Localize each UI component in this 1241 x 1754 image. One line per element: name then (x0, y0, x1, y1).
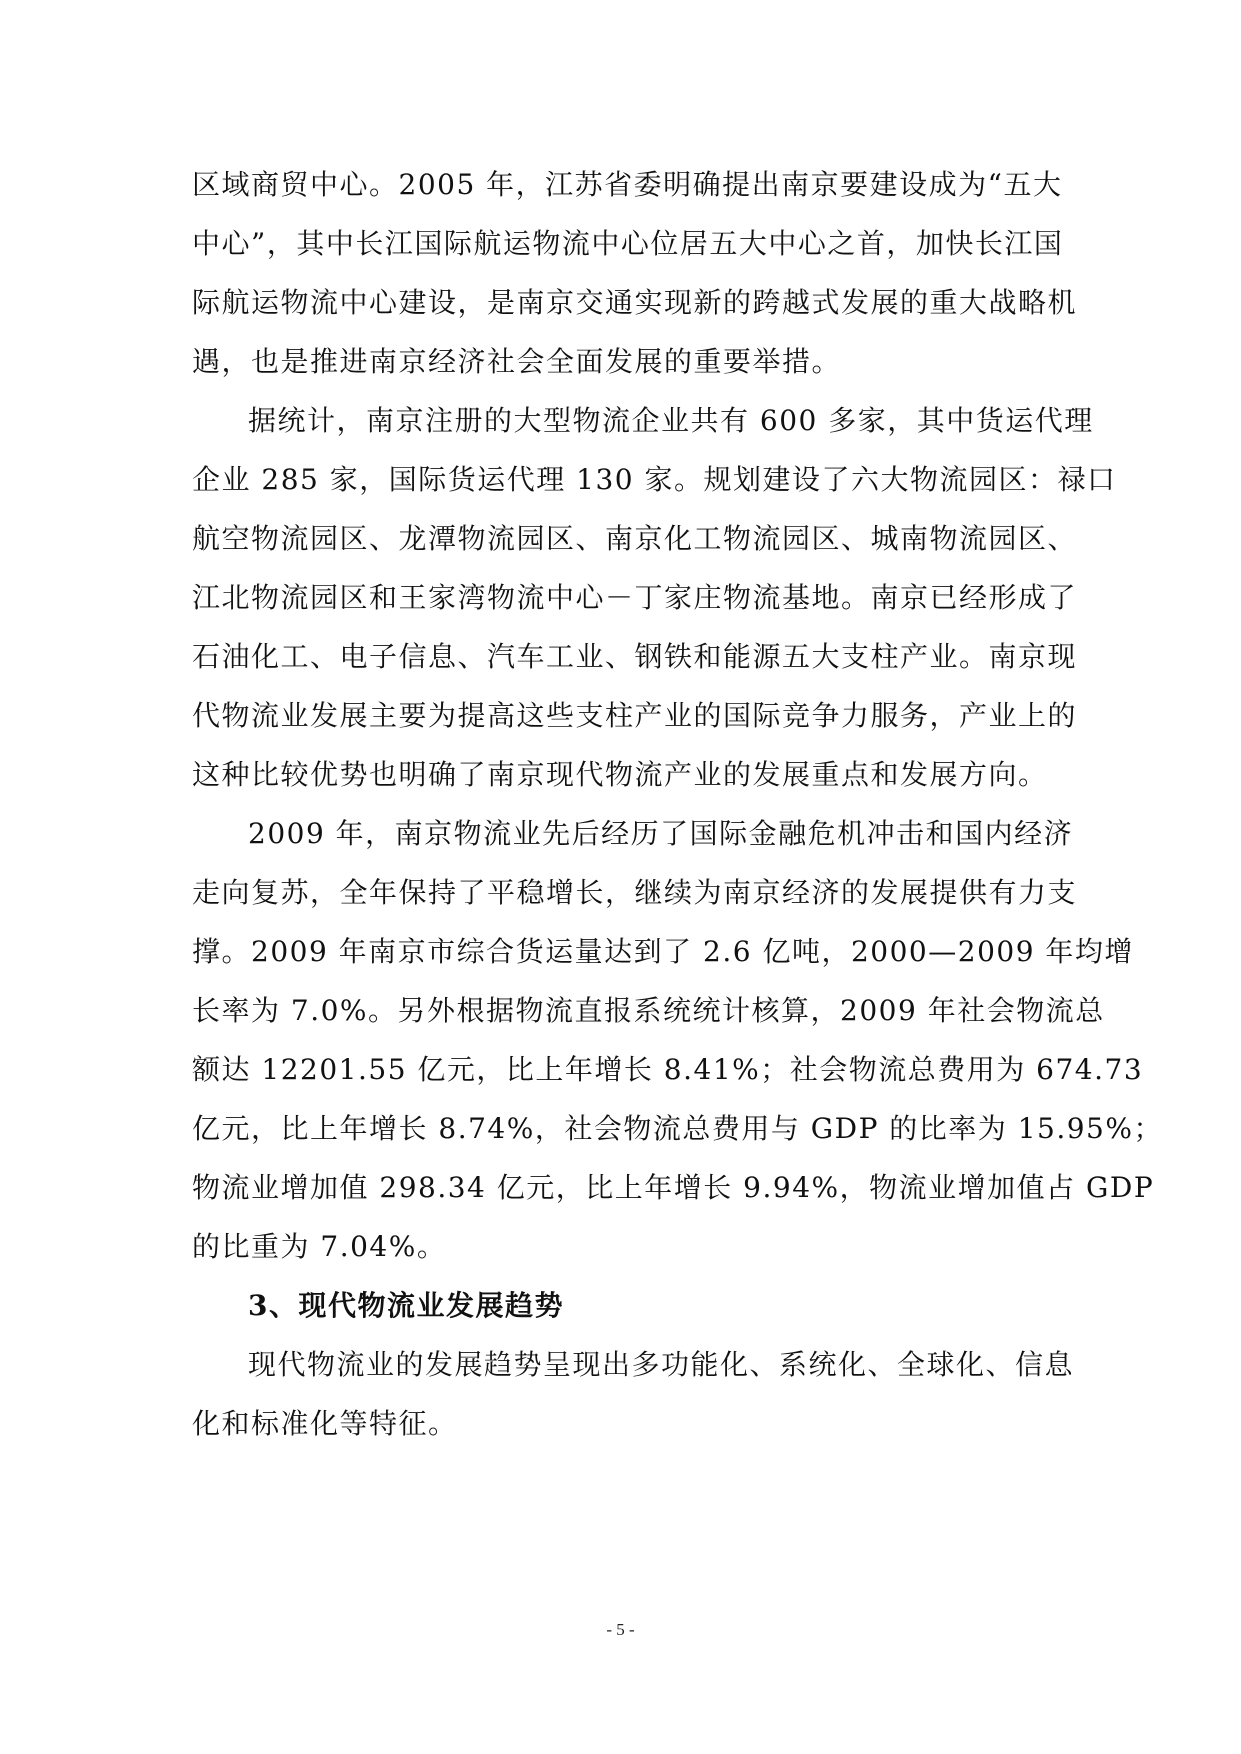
text-line: 代物流业发展主要为提高这些支柱产业的国际竞争力服务，产业上的 (192, 699, 1078, 732)
text-line: 际航运物流中心建设，是南京交通实现新的跨越式发展的重大战略机 (192, 286, 1078, 319)
section-heading: 3、现代物流业发展趋势 (248, 1289, 564, 1322)
text-line: 中心”，其中长江国际航运物流中心位居五大中心之首，加快长江国 (192, 227, 1064, 260)
text-line: 2009 年，南京物流业先后经历了国际金融危机冲击和国内经济 (248, 817, 1074, 850)
text-line: 航空物流园区、龙潭物流园区、南京化工物流园区、城南物流园区、 (192, 522, 1078, 555)
text-line: 江北物流园区和王家湾物流中心－丁家庄物流基地。南京已经形成了 (192, 581, 1078, 614)
text-line: 据统计，南京注册的大型物流企业共有 600 多家，其中货运代理 (248, 404, 1094, 437)
body-text (192, 155, 1163, 1453)
paragraph-2 (192, 391, 1117, 804)
text-line: 亿元，比上年增长 8.74%，社会物流总费用与 GDP 的比率为 15.95%； (192, 1112, 1163, 1145)
text-line: 这种比较优势也明确了南京现代物流产业的发展重点和发展方向。 (192, 758, 1048, 791)
text-line: 撑。2009 年南京市综合货运量达到了 2.6 亿吨，2000—2009 年均增 (192, 935, 1134, 968)
text-line: 物流业增加值 298.34 亿元，比上年增长 9.94%，物流业增加值占 GDP (192, 1171, 1155, 1204)
text-line: 区域商贸中心。2005 年，江苏省委明确提出南京要建设成为“五大 (192, 168, 1063, 201)
text-line: 现代物流业的发展趋势呈现出多功能化、系统化、全球化、信息 (248, 1348, 1075, 1381)
text-line: 遇，也是推进南京经济社会全面发展的重要举措。 (192, 345, 842, 378)
page-number: - 5 - (606, 1620, 635, 1639)
text-line: 额达 12201.55 亿元，比上年增长 8.41%；社会物流总费用为 674.73 (192, 1053, 1144, 1086)
paragraph-1 (192, 155, 1078, 391)
text-line: 走向复苏，全年保持了平稳增长，继续为南京经济的发展提供有力支 (192, 876, 1078, 909)
text-line: 化和标准化等特征。 (192, 1407, 458, 1440)
text-line: 长率为 7.0%。另外根据物流直报系统统计核算，2009 年社会物流总 (192, 994, 1105, 1027)
paragraph-4 (192, 1335, 1075, 1453)
text-line: 的比重为 7.04%。 (192, 1230, 447, 1263)
paragraph-3 (192, 804, 1163, 1276)
text-line: 石油化工、电子信息、汽车工业、钢铁和能源五大支柱产业。南京现 (192, 640, 1078, 673)
text-line: 企业 285 家，国际货运代理 130 家。规划建设了六大物流园区：禄口 (192, 463, 1117, 496)
